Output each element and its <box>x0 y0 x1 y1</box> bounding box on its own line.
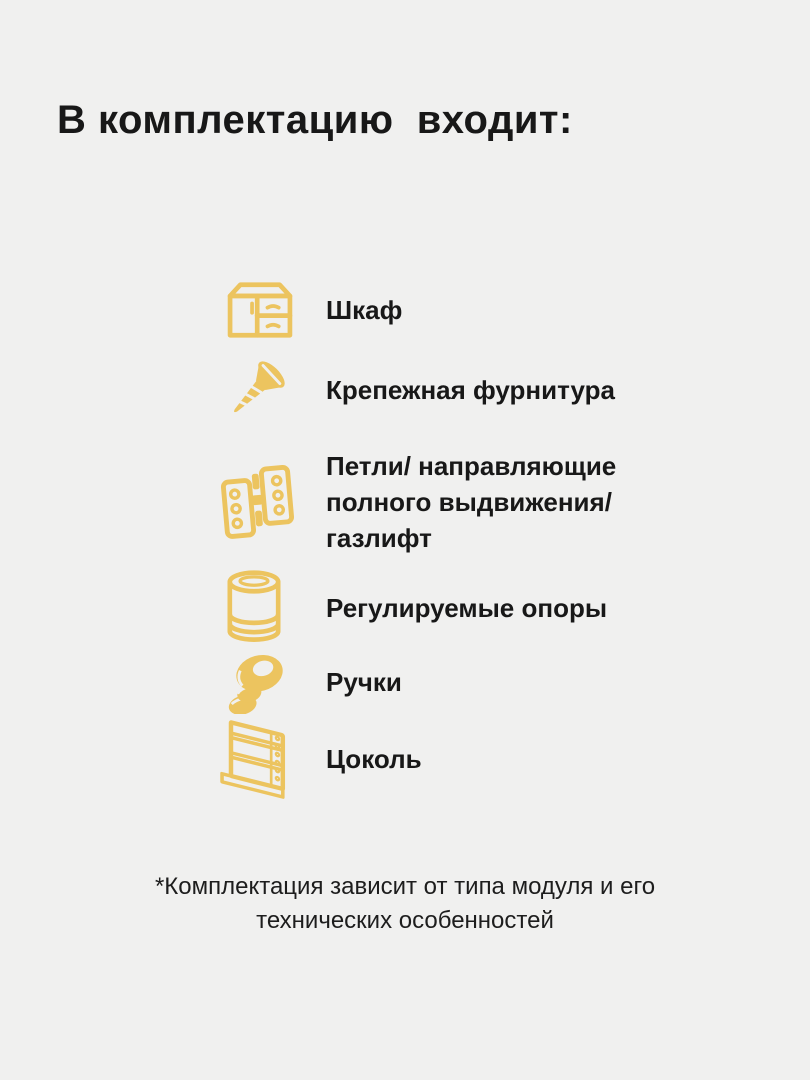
footnote <box>0 870 810 938</box>
list-item <box>218 280 698 340</box>
cabinet-icon <box>218 281 310 339</box>
list-item-label: Крепежная фурнитура <box>326 375 615 405</box>
screw-icon <box>218 352 310 428</box>
hinge-icon <box>218 460 310 544</box>
list-item-label: Цоколь <box>326 744 422 774</box>
plinth-icon <box>218 717 310 801</box>
list-item <box>218 568 698 648</box>
list-item-label: Шкаф <box>326 295 403 325</box>
footnote-text: *Комплектация зависит от типа модуля и его технических особенностей <box>154 873 656 934</box>
list-item-label: Регулируемые опоры <box>326 593 608 623</box>
list-item <box>218 446 698 558</box>
page-title: В комплектацию входит: <box>57 98 573 142</box>
list-item-label: Ручки <box>326 667 402 697</box>
list-item <box>218 354 698 426</box>
adjustable-foot-icon <box>218 568 310 648</box>
list-item <box>218 650 698 714</box>
list-item <box>218 716 698 802</box>
list-item-label: Петли/ направляющие полного выдвижения/ газлифт <box>326 451 617 553</box>
knob-icon <box>218 650 310 714</box>
included-items-list <box>218 280 698 802</box>
